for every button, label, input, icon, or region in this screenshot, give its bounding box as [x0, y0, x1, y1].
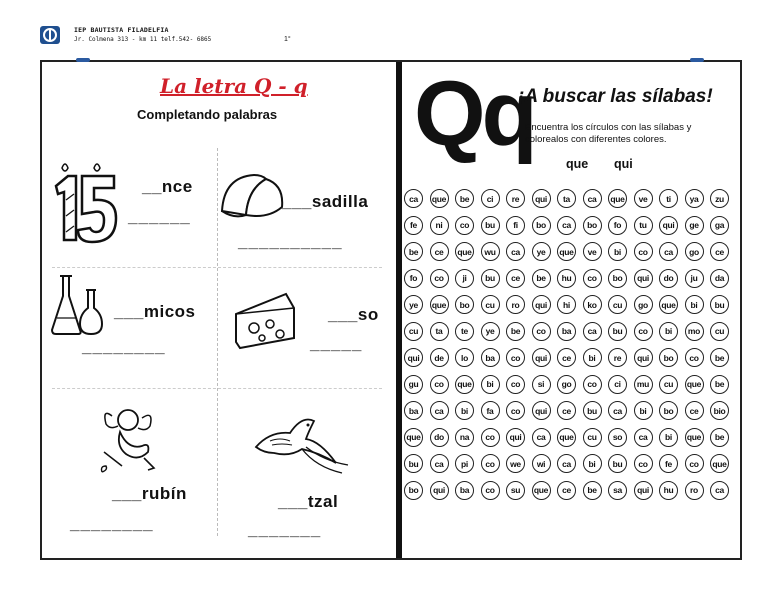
syllable-circle[interactable]: qui [634, 348, 653, 367]
syllable-circle[interactable]: que [685, 375, 704, 394]
syllable-circle[interactable]: ce [710, 242, 729, 261]
fifteen-candles-icon [48, 160, 120, 253]
syllable-circle[interactable]: ca [583, 322, 602, 341]
syllable-circle[interactable]: ca [710, 481, 729, 500]
syllable-circle[interactable]: co [583, 269, 602, 288]
word-blank: __nce [142, 177, 193, 196]
syllable-circle[interactable]: qui [532, 295, 551, 314]
syllable-circle[interactable]: co [634, 454, 653, 473]
syllable-circle[interactable]: cu [404, 322, 423, 341]
activity-instructions: Encuentra los círculos con las sílabas y colorealos con diferentes colores. [525, 122, 692, 145]
syllable-circle[interactable]: gu [404, 375, 423, 394]
syllable-circle[interactable]: be [532, 269, 551, 288]
syllable-circle[interactable]: ji [455, 269, 474, 288]
syllable-circle[interactable]: que [659, 295, 678, 314]
cupid-icon [98, 402, 162, 481]
syllable-circle[interactable]: que [557, 242, 576, 261]
word-blank: ___so [328, 305, 379, 324]
syllable-circle[interactable]: re [506, 189, 525, 208]
syllable-circle[interactable]: de [430, 348, 449, 367]
syllable-circle[interactable]: ce [557, 481, 576, 500]
syllable-circle[interactable]: go [634, 295, 653, 314]
syllable-circle[interactable]: ce [557, 401, 576, 420]
syllable-circle[interactable]: fi [506, 216, 525, 235]
syllable-circle[interactable]: bi [455, 401, 474, 420]
syllable-circle[interactable]: mu [634, 375, 653, 394]
syllable-circle[interactable]: be [506, 322, 525, 341]
syllable-circle[interactable]: bio [710, 401, 729, 420]
syllable-circle[interactable]: cu [608, 295, 627, 314]
syllable-circle[interactable]: ni [430, 216, 449, 235]
syllable-circle[interactable]: que [608, 189, 627, 208]
syllable-circle[interactable]: co [532, 322, 551, 341]
syllable-circle[interactable]: que [404, 428, 423, 447]
syllable-circle[interactable]: ba [404, 401, 423, 420]
syllable-circle[interactable]: ba [455, 481, 474, 500]
syllable-circle[interactable]: co [481, 428, 500, 447]
syllable-circle[interactable]: bu [404, 454, 423, 473]
syllable-circle[interactable]: que [710, 454, 729, 473]
syllable-circle[interactable]: ca [430, 401, 449, 420]
syllable-circle[interactable]: ye [404, 295, 423, 314]
big-letters: Qq [414, 63, 534, 165]
syllable-circle[interactable]: hu [557, 269, 576, 288]
page-subtitle: Completando palabras [137, 107, 278, 122]
school-header [40, 26, 730, 48]
syllable-circle[interactable]: fo [608, 216, 627, 235]
syllable-circle[interactable]: ta [430, 322, 449, 341]
syllable-circle[interactable]: ta [557, 189, 576, 208]
syllable-circle[interactable]: so [608, 428, 627, 447]
syllable-circle[interactable]: ju [685, 269, 704, 288]
word-blank: ___rubín [112, 484, 187, 503]
syllable-circle[interactable]: hi [557, 295, 576, 314]
syllable-circle[interactable]: tu [634, 216, 653, 235]
syllable-circle[interactable]: ye [532, 242, 551, 261]
syllable-circle[interactable]: be [404, 242, 423, 261]
syllable-circle[interactable]: bo [532, 216, 551, 235]
syllable-circle[interactable]: cu [710, 322, 729, 341]
syllable-circle[interactable]: bi [659, 322, 678, 341]
syllable-circle[interactable]: que [430, 189, 449, 208]
syllable-circle[interactable]: fa [481, 401, 500, 420]
syllable-circle[interactable]: ca [583, 189, 602, 208]
syllable-circle[interactable]: qui [634, 481, 653, 500]
syllable-circle[interactable]: bo [404, 481, 423, 500]
syllable-circle[interactable]: mo [685, 322, 704, 341]
syllable-circle[interactable]: ci [608, 375, 627, 394]
syllable-circle[interactable]: ve [634, 189, 653, 208]
syllable-circle[interactable]: que [532, 481, 551, 500]
syllable-circle[interactable]: ye [481, 322, 500, 341]
syllable-circle[interactable]: ca [557, 216, 576, 235]
syllable-circle[interactable]: co [685, 348, 704, 367]
binder-tab [76, 58, 90, 62]
syllable-circle[interactable]: cu [481, 295, 500, 314]
syllable-circle[interactable]: bi [583, 348, 602, 367]
syllable-circle[interactable]: fe [659, 454, 678, 473]
syllable-circle[interactable]: be [710, 348, 729, 367]
syllable-circle[interactable]: su [506, 481, 525, 500]
school-logo-icon [40, 26, 60, 44]
syllable-circle[interactable]: ko [583, 295, 602, 314]
syllable-circle[interactable]: co [634, 242, 653, 261]
syllable-circle[interactable]: fo [404, 269, 423, 288]
syllable-circle[interactable]: be [710, 375, 729, 394]
syllable-circle[interactable]: ge [685, 216, 704, 235]
target-syllable: que [566, 157, 589, 171]
word-blank: ___tzal [278, 492, 339, 511]
syllable-circle[interactable]: co [583, 375, 602, 394]
syllable-circle[interactable]: qui [506, 428, 525, 447]
syllable-circle[interactable]: ba [481, 348, 500, 367]
syllable-circle[interactable]: co [481, 481, 500, 500]
syllable-circle[interactable]: ca [634, 428, 653, 447]
write-line: _______ [248, 520, 322, 539]
syllable-circle[interactable]: bo [659, 348, 678, 367]
page-title: La letra Q - q [160, 74, 308, 98]
syllable-circle[interactable]: go [685, 242, 704, 261]
syllable-circle[interactable]: be [710, 428, 729, 447]
write-line: __________ [238, 232, 343, 251]
syllable-circle[interactable]: pi [455, 454, 474, 473]
syllable-circle[interactable]: co [685, 454, 704, 473]
syllable-circle[interactable]: bi [634, 401, 653, 420]
syllable-circle[interactable]: bi [685, 295, 704, 314]
syllable-circle[interactable]: ya [685, 189, 704, 208]
syllable-circle[interactable]: wu [481, 242, 500, 261]
school-name: IEP BAUTISTA FILADELFIA [74, 26, 169, 34]
row-divider [52, 388, 382, 390]
syllable-circle[interactable]: qui [532, 348, 551, 367]
syllable-circle[interactable]: qui [659, 216, 678, 235]
write-line: ________ [70, 514, 154, 533]
syllable-circle[interactable]: do [430, 428, 449, 447]
syllable-circle[interactable]: ce [685, 401, 704, 420]
syllable-circle[interactable]: ca [557, 454, 576, 473]
syllable-circle[interactable]: cu [583, 428, 602, 447]
syllable-circle[interactable]: bi [608, 242, 627, 261]
syllable-circle[interactable]: co [506, 375, 525, 394]
syllable-circle[interactable]: bu [481, 216, 500, 235]
syllable-circle[interactable]: co [430, 375, 449, 394]
syllable-circle[interactable]: bo [659, 401, 678, 420]
syllable-circle[interactable]: qui [532, 189, 551, 208]
syllable-circle[interactable]: da [710, 269, 729, 288]
syllable-circle[interactable]: qui [634, 269, 653, 288]
target-syllable: qui [614, 157, 633, 171]
write-line: _____ [310, 334, 363, 353]
syllable-circle[interactable]: te [455, 322, 474, 341]
syllable-circle[interactable]: qui [532, 401, 551, 420]
syllable-circle[interactable]: na [455, 428, 474, 447]
syllable-circle[interactable]: bi [659, 428, 678, 447]
syllable-circle[interactable]: ce [506, 269, 525, 288]
syllable-circle[interactable]: cu [659, 375, 678, 394]
syllable-circle[interactable]: zu [710, 189, 729, 208]
syllable-circle[interactable]: que [455, 375, 474, 394]
quetzal-bird-icon [250, 407, 350, 482]
syllable-circle[interactable]: hu [659, 481, 678, 500]
word-blank: ___sadilla [282, 192, 369, 211]
page-divider [396, 62, 402, 558]
syllable-circle[interactable]: we [506, 454, 525, 473]
syllable-circle[interactable]: sa [608, 481, 627, 500]
worksheet [40, 60, 742, 560]
write-line: ________ [82, 337, 166, 356]
syllable-circle[interactable]: ca [430, 454, 449, 473]
syllable-circle[interactable]: bo [455, 295, 474, 314]
activity-title: ¡A buscar las sílabas! [518, 86, 713, 107]
syllable-circle[interactable]: ca [532, 428, 551, 447]
syllable-circle[interactable]: ba [557, 322, 576, 341]
syllable-circle[interactable]: si [532, 375, 551, 394]
syllable-circle[interactable]: fe [404, 216, 423, 235]
cheese-icon [232, 290, 298, 357]
syllable-circle[interactable]: bu [481, 269, 500, 288]
syllable-circle[interactable]: que [455, 242, 474, 261]
syllable-circle[interactable]: bu [608, 322, 627, 341]
syllable-circle[interactable]: que [430, 295, 449, 314]
syllable-circle[interactable]: que [685, 428, 704, 447]
grade-label: 1° [284, 36, 291, 43]
syllable-circle[interactable]: bu [710, 295, 729, 314]
row-divider [52, 267, 382, 269]
school-address: Jr. Colmena 313 - km 11 telf.542- 6865 [74, 36, 212, 43]
syllable-circle[interactable]: re [608, 348, 627, 367]
syllable-circle[interactable]: que [557, 428, 576, 447]
syllable-circle[interactable]: ve [583, 242, 602, 261]
syllable-circle[interactable]: ro [506, 295, 525, 314]
syllable-circle[interactable]: qui [430, 481, 449, 500]
syllable-circle[interactable]: wi [532, 454, 551, 473]
syllable-circle[interactable]: ti [659, 189, 678, 208]
syllable-circle[interactable]: co [430, 269, 449, 288]
syllable-circle[interactable]: bu [583, 401, 602, 420]
syllable-circle[interactable]: co [634, 322, 653, 341]
lab-flasks-icon [50, 272, 104, 343]
syllable-circle[interactable]: be [583, 481, 602, 500]
syllable-circle[interactable]: do [659, 269, 678, 288]
syllable-circle[interactable]: bi [583, 454, 602, 473]
syllable-circle[interactable]: lo [455, 348, 474, 367]
syllable-circle[interactable]: be [455, 189, 474, 208]
quesadilla-icon [218, 167, 288, 227]
syllable-circle[interactable]: qui [404, 348, 423, 367]
syllable-circle[interactable]: co [481, 454, 500, 473]
syllable-circle[interactable]: ca [506, 242, 525, 261]
syllable-circle[interactable]: go [557, 375, 576, 394]
word-blank: ___micos [114, 302, 196, 321]
syllable-circle[interactable]: ce [430, 242, 449, 261]
write-line: ______ [128, 207, 191, 226]
syllable-circle[interactable]: co [506, 401, 525, 420]
syllable-circle[interactable]: ga [710, 216, 729, 235]
syllable-circle[interactable]: ca [608, 401, 627, 420]
syllable-circle[interactable]: bo [583, 216, 602, 235]
syllable-circle[interactable]: co [506, 348, 525, 367]
syllable-circle[interactable]: co [455, 216, 474, 235]
syllable-circle[interactable]: bi [481, 375, 500, 394]
syllable-circle[interactable]: bo [608, 269, 627, 288]
syllable-circle[interactable]: ca [404, 189, 423, 208]
syllable-circle[interactable]: ro [685, 481, 704, 500]
syllable-circle[interactable]: ci [481, 189, 500, 208]
syllable-circle[interactable]: ce [557, 348, 576, 367]
binder-tab [690, 58, 704, 62]
syllable-circle[interactable]: bu [608, 454, 627, 473]
syllable-circle[interactable]: ca [659, 242, 678, 261]
